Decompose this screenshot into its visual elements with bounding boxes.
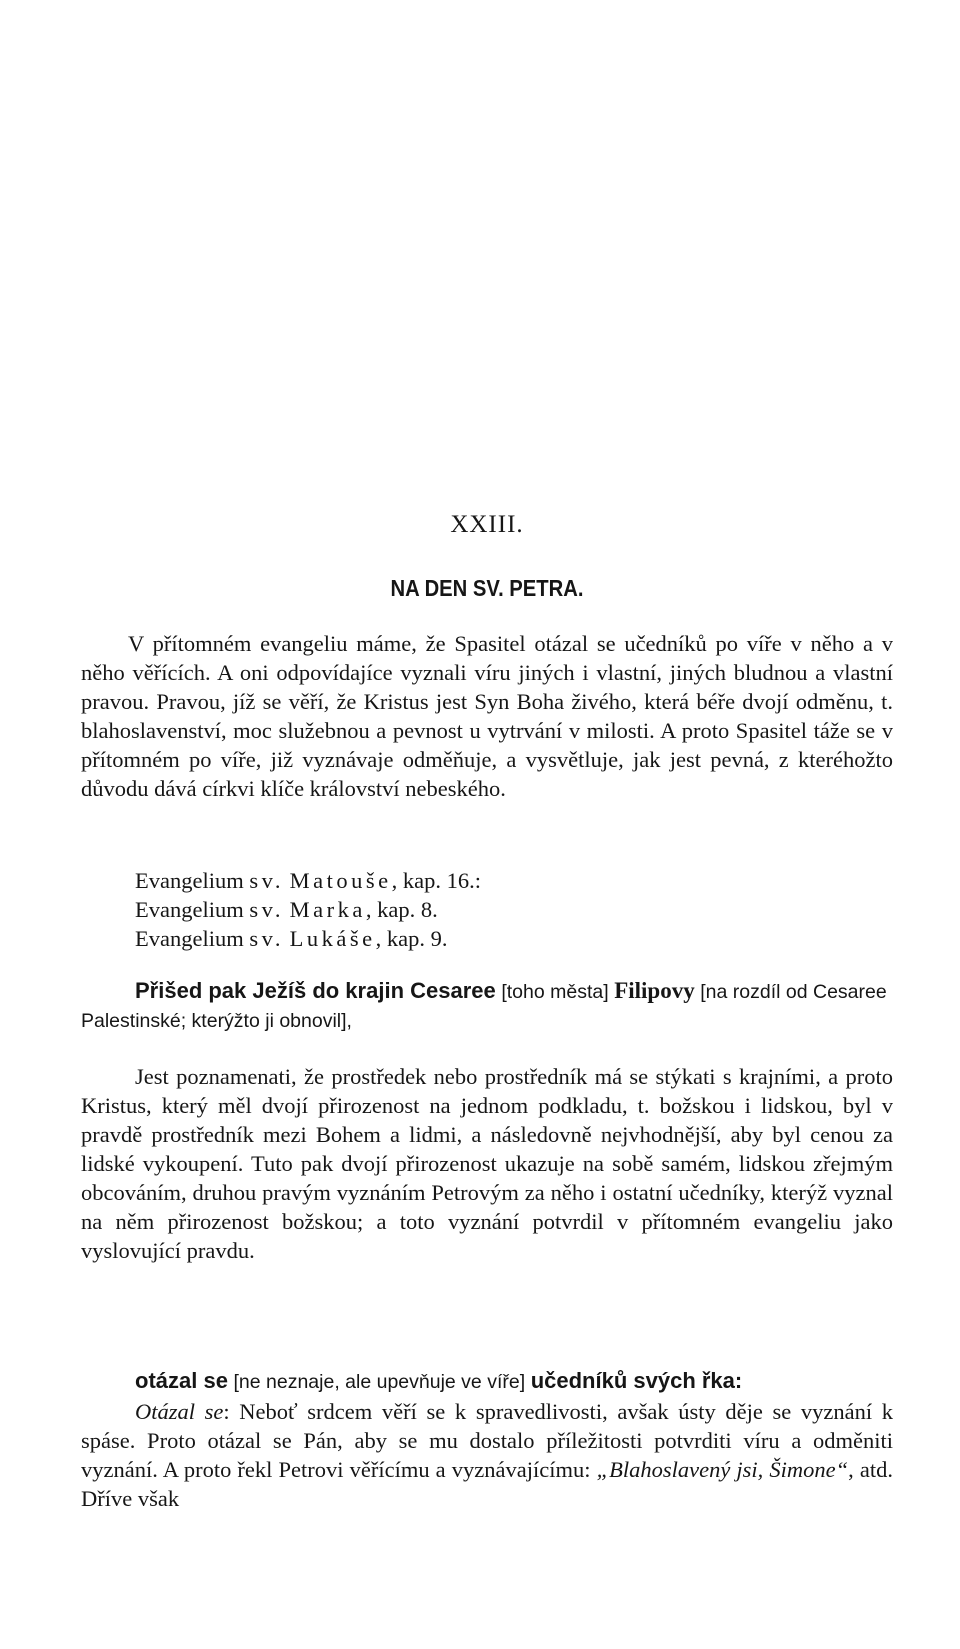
lemma-bold-text: Přišed pak Ježíš do krajin Cesaree [135, 978, 496, 1003]
lemma-bold-text: učedníků svých řka: [530, 1368, 743, 1393]
chapter-title: NA DEN SV. PETRA. [390, 575, 584, 601]
lemma-bold-text: otázal se [135, 1368, 228, 1393]
gospel-chapter: , kap. 9. [375, 926, 448, 951]
gospel-prefix: Evangelium [135, 868, 244, 893]
lemma-gloss: [toho města] [501, 981, 609, 1003]
commentary-paragraph: Jest poznamenati, že prostředek nebo prostředník má se stýkati s krajními, a proto Kristus, který měl dvojí přirozenost na jednom podkladu, t. božskou i lidskou, byl v pravdě prostředník mezi Bohem a lidmi, a následovně nejvhodnější, aby byl cenou za lidské vykoupení. Tuto pak dvojí přirozenost ukazuje na sobě samém, lidskou zřejmým obcováním, druhou pravým vyznáním Petrovým za něho i ostatní učedníky, kterýž vyznal na něm přirozenost božskou; a toto vyznání potvrdil v přítomném evangeliu jako vyslovující pravdu. [81, 1064, 893, 1263]
gospel-reference [135, 895, 481, 924]
gospel-prefix: Evangelium [135, 926, 244, 951]
lemma-gloss: [na rozdíl od Cesaree Palestinské; kterýžto ji obnovil], [81, 981, 887, 1032]
scripture-lemma [81, 976, 893, 1036]
intro-paragraph: V přítomném evangeliu máme, že Spasitel otázal se učedníků po víře v něho a v něho věřících. A oni odpovídajíce vyznali víru jiných i vlastní, jiných bludnou a vlastní pravou. Pravou, jíž se věří, že Kristus jest Syn Boha živého, která béře dvojí odměnu, t. blahoslavenství, moc služebnou a pevnost u vytrvání v milosti. A proto Spasitel táže se v přítomném po víře, již vyznávaje odměňuje, a vysvětluje, jak jest pevná, z kteréhožto důvodu dává církvi klíče království nebeského. [81, 631, 893, 801]
gospel-name: Marka [289, 897, 366, 922]
commentary-paragraph [81, 1397, 893, 1513]
chapter-number: XXIII. [450, 511, 524, 538]
scripture-lemma [81, 1366, 893, 1397]
gospel-sv: sv. [249, 897, 285, 922]
gospel-sv: sv. [249, 868, 285, 893]
gospel-references [135, 866, 481, 953]
lemma-bold-text: Filipovy [614, 978, 695, 1003]
gospel-name: Matouše [289, 868, 392, 893]
gospel-chapter: , kap. 16.: [391, 868, 482, 893]
commentary-italic: Otázal se [135, 1399, 224, 1424]
commentary-text: : Neboť srdcem věří se k spravedlivosti, avšak ústy děje se vyznání k spáse. Proto otázal se Pán, aby se mu dostalo příležitosti potvrditi víru a odměniti vyznání. A proto řekl Petrovi věřícímu a vyznávajícímu: [81, 1399, 893, 1482]
gospel-name: Lukáše [289, 926, 376, 951]
gospel-reference [135, 924, 481, 953]
lemma-gloss: [ne neznaje, ale upevňuje ve víře] [233, 1371, 526, 1393]
commentary-text: , atd. Dříve však [81, 1457, 893, 1511]
commentary-italic: „Blahoslavený jsi, Šimone“ [596, 1457, 849, 1482]
gospel-sv: sv. [249, 926, 285, 951]
gospel-reference [135, 866, 481, 895]
gospel-prefix: Evangelium [135, 897, 244, 922]
gospel-chapter: , kap. 8. [365, 897, 438, 922]
